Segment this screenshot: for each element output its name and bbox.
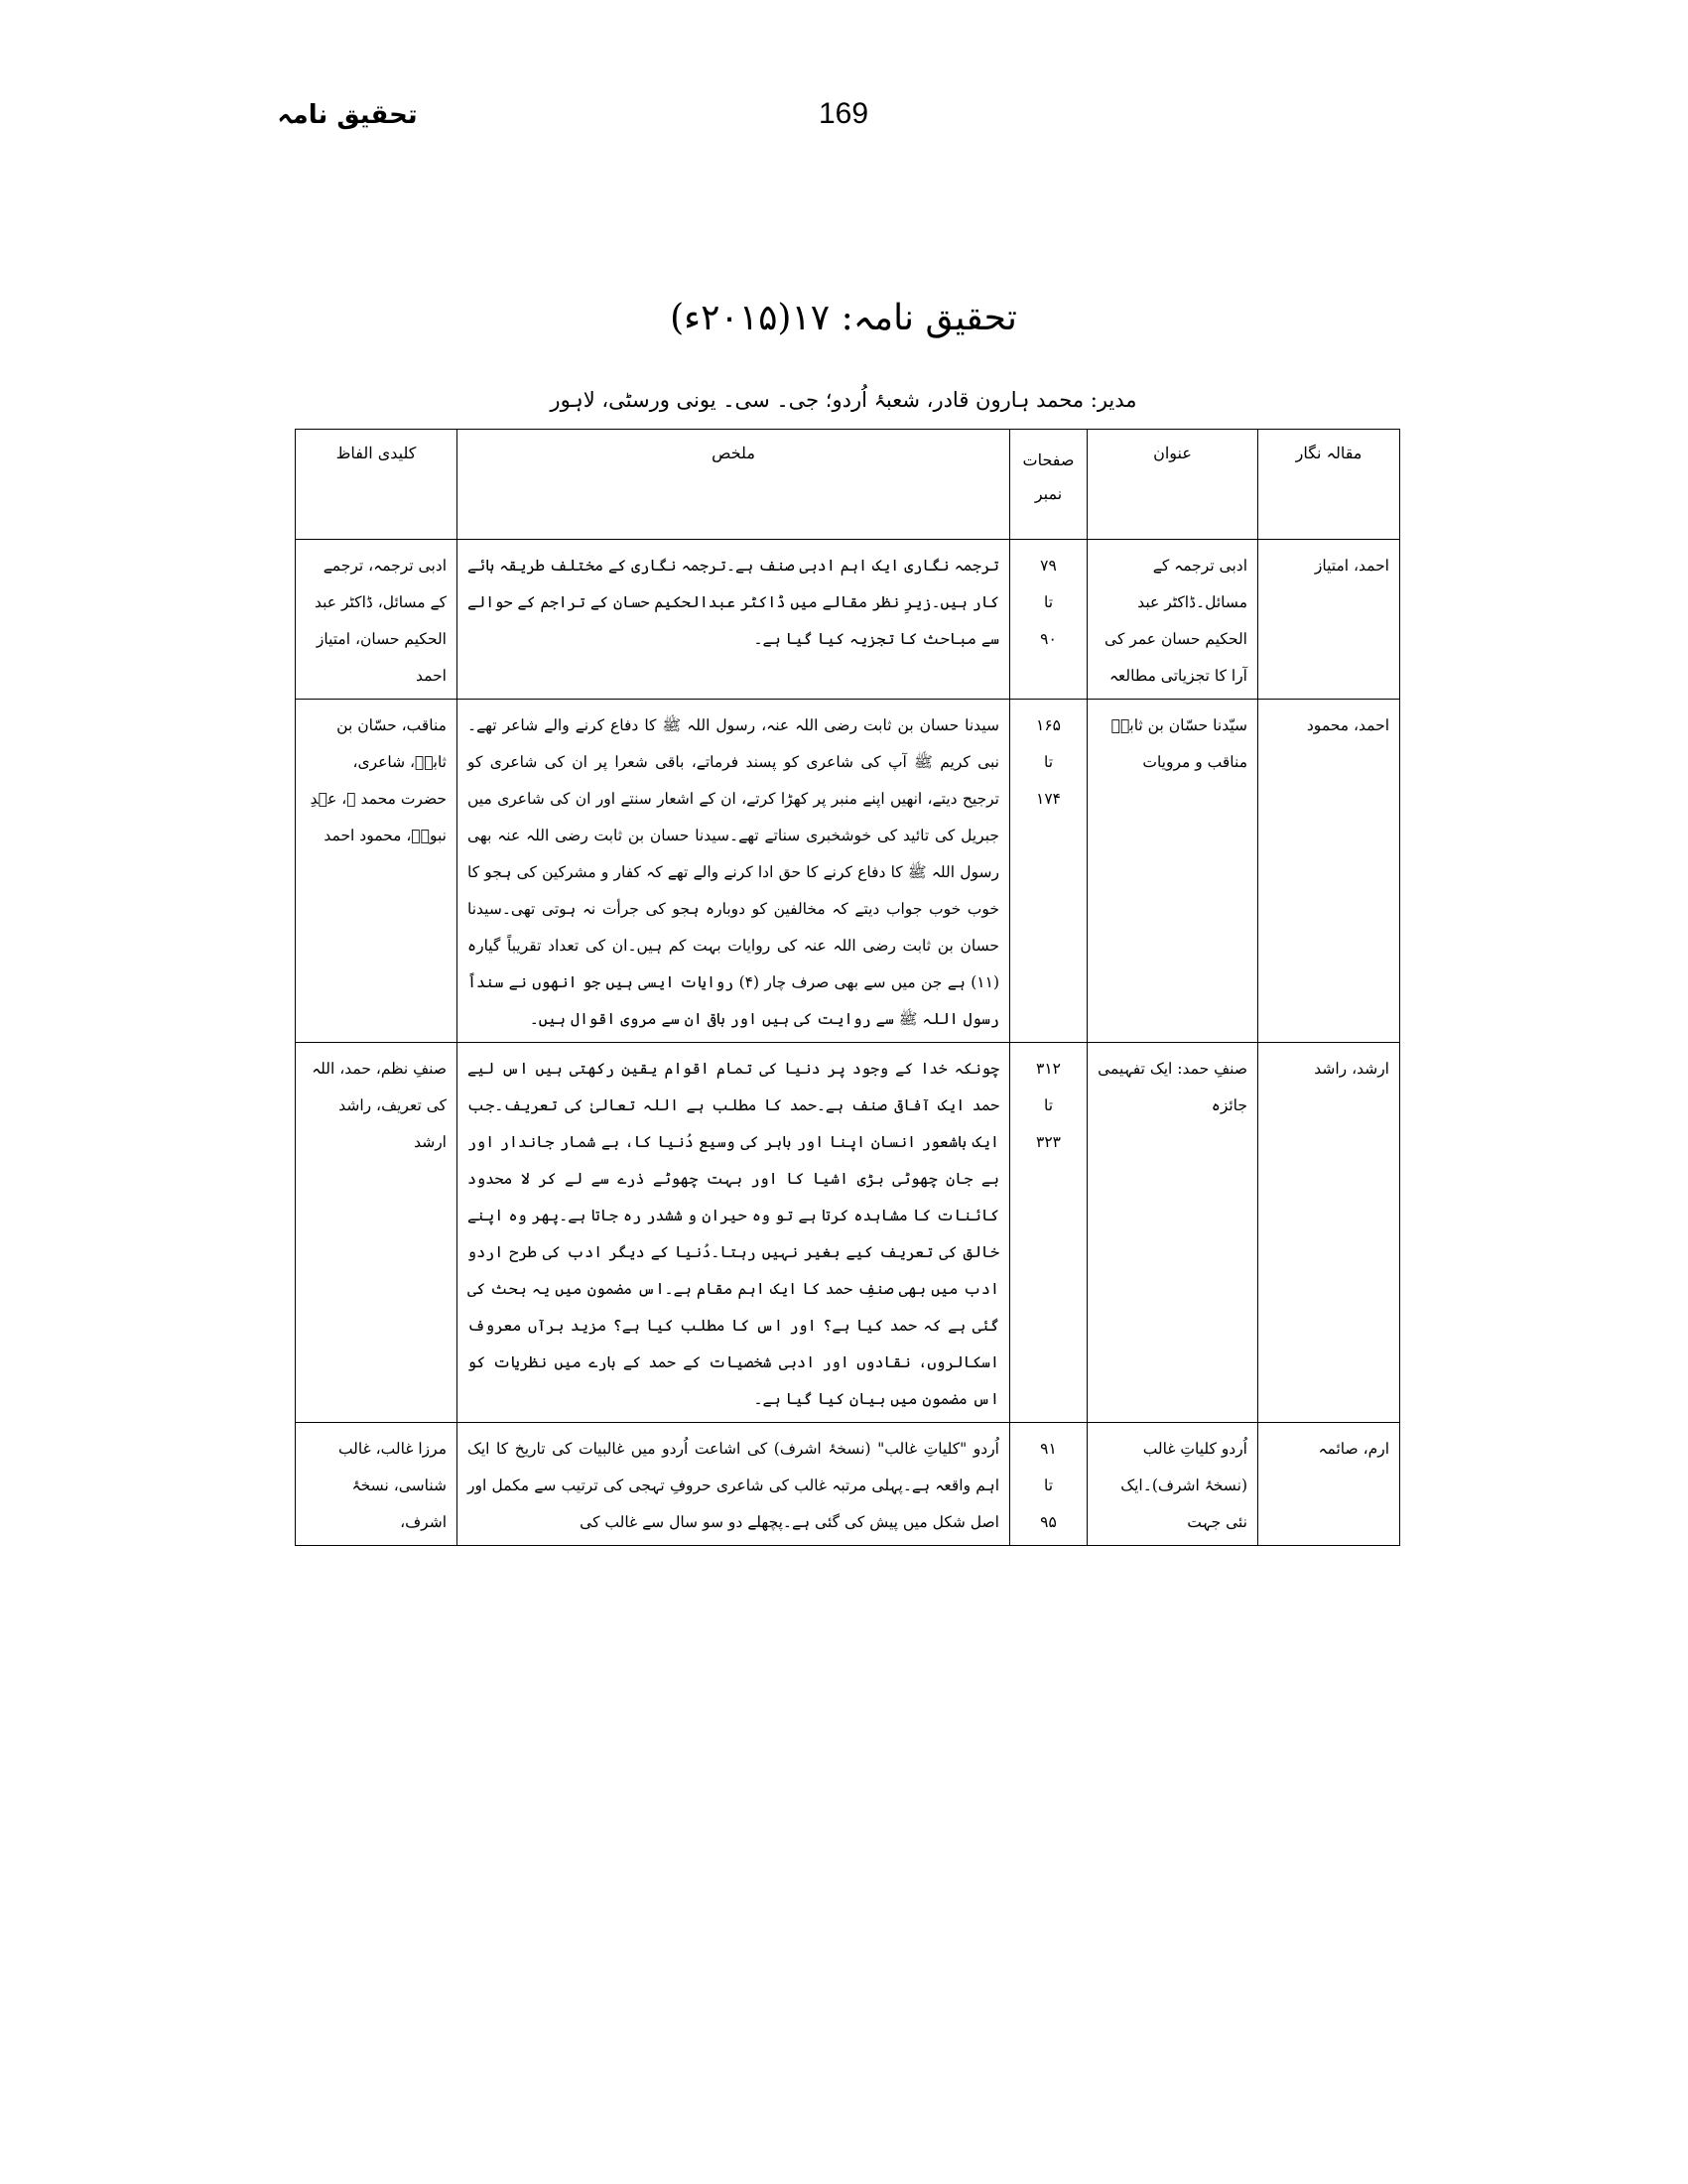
table-row xyxy=(296,540,1400,700)
title-cell: اُردو کلیاتِ غالب (نسخۂ اشرف)۔ایک نئی جہت xyxy=(1088,1423,1258,1546)
header-pages-line1: صفحات xyxy=(1022,450,1075,469)
author-cell: ارم، صائمہ xyxy=(1258,1423,1400,1546)
pages-separator: تا xyxy=(1043,593,1054,611)
header-keywords: کلیدی الفاظ xyxy=(296,430,457,540)
pages-separator: تا xyxy=(1043,1096,1054,1114)
pages-to: ۹۵ xyxy=(1040,1513,1057,1531)
author-cell: احمد، محمود xyxy=(1258,700,1400,1043)
title-cell: ادبی ترجمہ کے مسائل۔ڈاکٹر عبد الحکیم حسان عمر کی آرا کا تجزیاتی مطالعہ xyxy=(1088,540,1258,700)
running-title: تحقیق نامہ xyxy=(277,100,418,130)
header-title: عنوان xyxy=(1088,430,1258,540)
page-number: 169 xyxy=(818,97,869,130)
title-cell: صنفِ حمد: ایک تفہیمی جائزہ xyxy=(1088,1043,1258,1423)
keywords-cell: مناقب، حسّان بن ثابتؓ، شاعری، حضرت محمد ﷺ، عہدِ نبویؐ، محمود احمد xyxy=(296,700,457,1043)
header-pages xyxy=(1010,430,1088,540)
article-index-table xyxy=(295,429,1400,1546)
pages-from: ۳۱۲ xyxy=(1036,1060,1061,1078)
keywords-cell: صنفِ نظم، حمد، اللہ کی تعریف، راشد ارشد xyxy=(296,1043,457,1423)
table-header-row xyxy=(296,430,1400,540)
pages-from: ۷۹ xyxy=(1040,557,1057,575)
pages-to: ۱۷۴ xyxy=(1036,790,1061,808)
pages-cell xyxy=(1010,1043,1088,1423)
abstract-cell: سیدنا حسان بن ثابت رضی اللہ عنہ، رسول اللہ ﷺ کا دفاع کرنے والے شاعر تھے۔نبی کریم ﷺ آپ کی شاعری کو پسند فرماتے، باقی شعرا پر ان کی شاعری کو ترجیح دیتے، انھیں اپنے منبر پر کھڑا کرتے، ان کے اشعار سنتے اور ان کی شاعری میں جبریل کی تائید کی خوشخبری سناتے تھے۔سیدنا حسان بن ثابت رضی اللہ عنہ بھی رسول اللہ ﷺ کا دفاع کرنے کا حق ادا کرنے والے تھے کہ کفار و مشرکین کی ہجو کا خوب خوب جواب دیتے کہ مخالفین کو دوبارہ ہجو کی جرأت نہ ہوتی تھی۔سیدنا حسان بن ثابت رضی اللہ عنہ کی روایات بہت کم ہیں۔ان کی تعداد تقریباً گیارہ (۱۱) ہے جن میں سے بھی صرف چار (۴) روایات ایسی ہیں جو انھوں نے سنداً رسول اللہ ﷺ سے روایت کی ہیں اور باقی ان سے مروی اقوال ہیں۔ xyxy=(457,700,1010,1043)
keywords-cell: ادبی ترجمہ، ترجمے کے مسائل، ڈاکٹر عبد الحکیم حسان، امتیاز احمد xyxy=(296,540,457,700)
pages-separator: تا xyxy=(1043,753,1054,771)
author-cell: ارشد، راشد xyxy=(1258,1043,1400,1423)
pages-to: ۹۰ xyxy=(1040,630,1057,648)
title-cell: سیّدنا حسّان بن ثابتؓ مناقب و مرویات xyxy=(1088,700,1258,1043)
table-row xyxy=(296,1423,1400,1546)
header-abstract: ملخص xyxy=(457,430,1010,540)
header-author: مقالہ نگار xyxy=(1258,430,1400,540)
pages-to: ۳۲۳ xyxy=(1036,1133,1061,1151)
editor-line: مدیر: محمد ہارون قادر، شعبۂ اُردو؛ جی۔ سی۔ یونی ورسٹی، لاہور xyxy=(550,388,1137,412)
pages-cell xyxy=(1010,700,1088,1043)
author-cell: احمد، امتیاز xyxy=(1258,540,1400,700)
abstract-cell: ترجمہ نگاری ایک اہم ادبی صنف ہے۔ترجمہ نگاری کے مختلف طریقہ ہائے کار ہیں۔زیرِ نظر مقالے میں ڈاکٹر عبدالحکیم حسان کے تراجم کے حوالے سے مباحث کا تجزیہ کیا گیا ہے۔ xyxy=(457,540,1010,700)
table-row xyxy=(296,1043,1400,1423)
table-row xyxy=(296,700,1400,1043)
journal-title: تحقیق نامہ: ۱۷(۲۰۱۵ء) xyxy=(670,298,1017,338)
header-pages-line2: نمبر xyxy=(1034,484,1063,503)
pages-from: ۹۱ xyxy=(1040,1440,1057,1458)
pages-cell xyxy=(1010,540,1088,700)
abstract-cell: اُردو "کلیاتِ غالب" (نسخۂ اشرف) کی اشاعت اُردو میں غالبیات کی تاریخ کا ایک اہم واقعہ ہے۔پہلی مرتبہ غالب کی شاعری حروفِ تہجی کی ترتیب سے مکمل اور اصل شکل میں پیش کی گئی ہے۔پچھلے دو سو سال سے غالب کی xyxy=(457,1423,1010,1546)
pages-separator: تا xyxy=(1043,1477,1054,1494)
pages-from: ۱۶۵ xyxy=(1036,716,1061,734)
keywords-cell: مرزا غالب، غالب شناسی، نسخۂ اشرف، xyxy=(296,1423,457,1546)
pages-cell xyxy=(1010,1423,1088,1546)
abstract-cell: چونکہ خدا کے وجود پر دنیا کی تمام اقوام یقین رکھتی ہیں اس لیے حمد ایک آفاقی صنف ہے۔حمد کا مطلب ہے اللہ تعالیٰ کی تعریف۔جب ایک باشعور انسان اپنا اور باہر کی وسیع دُنیا کا، بے شمار جاندار اور بے جان چھوٹی بڑی اشیا کا اور بہت چھوٹے ذرے سے لے کر لا محدود کائنات کا مشاہدہ کرتا ہے تو وہ حیران و ششدر رہ جاتا ہے۔پھر وہ اپنے خالق کی تعریف کیے بغیر نہیں رہتا۔دُنیا کے دیگر ادب کی طرح اردو ادب میں بھی صنفِ حمد کا ایک اہم مقام ہے۔اس مضمون میں یہ بحث کی گئی ہے کہ حمد کیا ہے؟ اور اس کا مطلب کیا ہے؟ مزید برآں معروف اسکالروں، نقادوں اور ادبی شخصیات کے حمد کے بارے میں نظریات کو اس مضمون میں بیان کیا گیا ہے۔ xyxy=(457,1043,1010,1423)
